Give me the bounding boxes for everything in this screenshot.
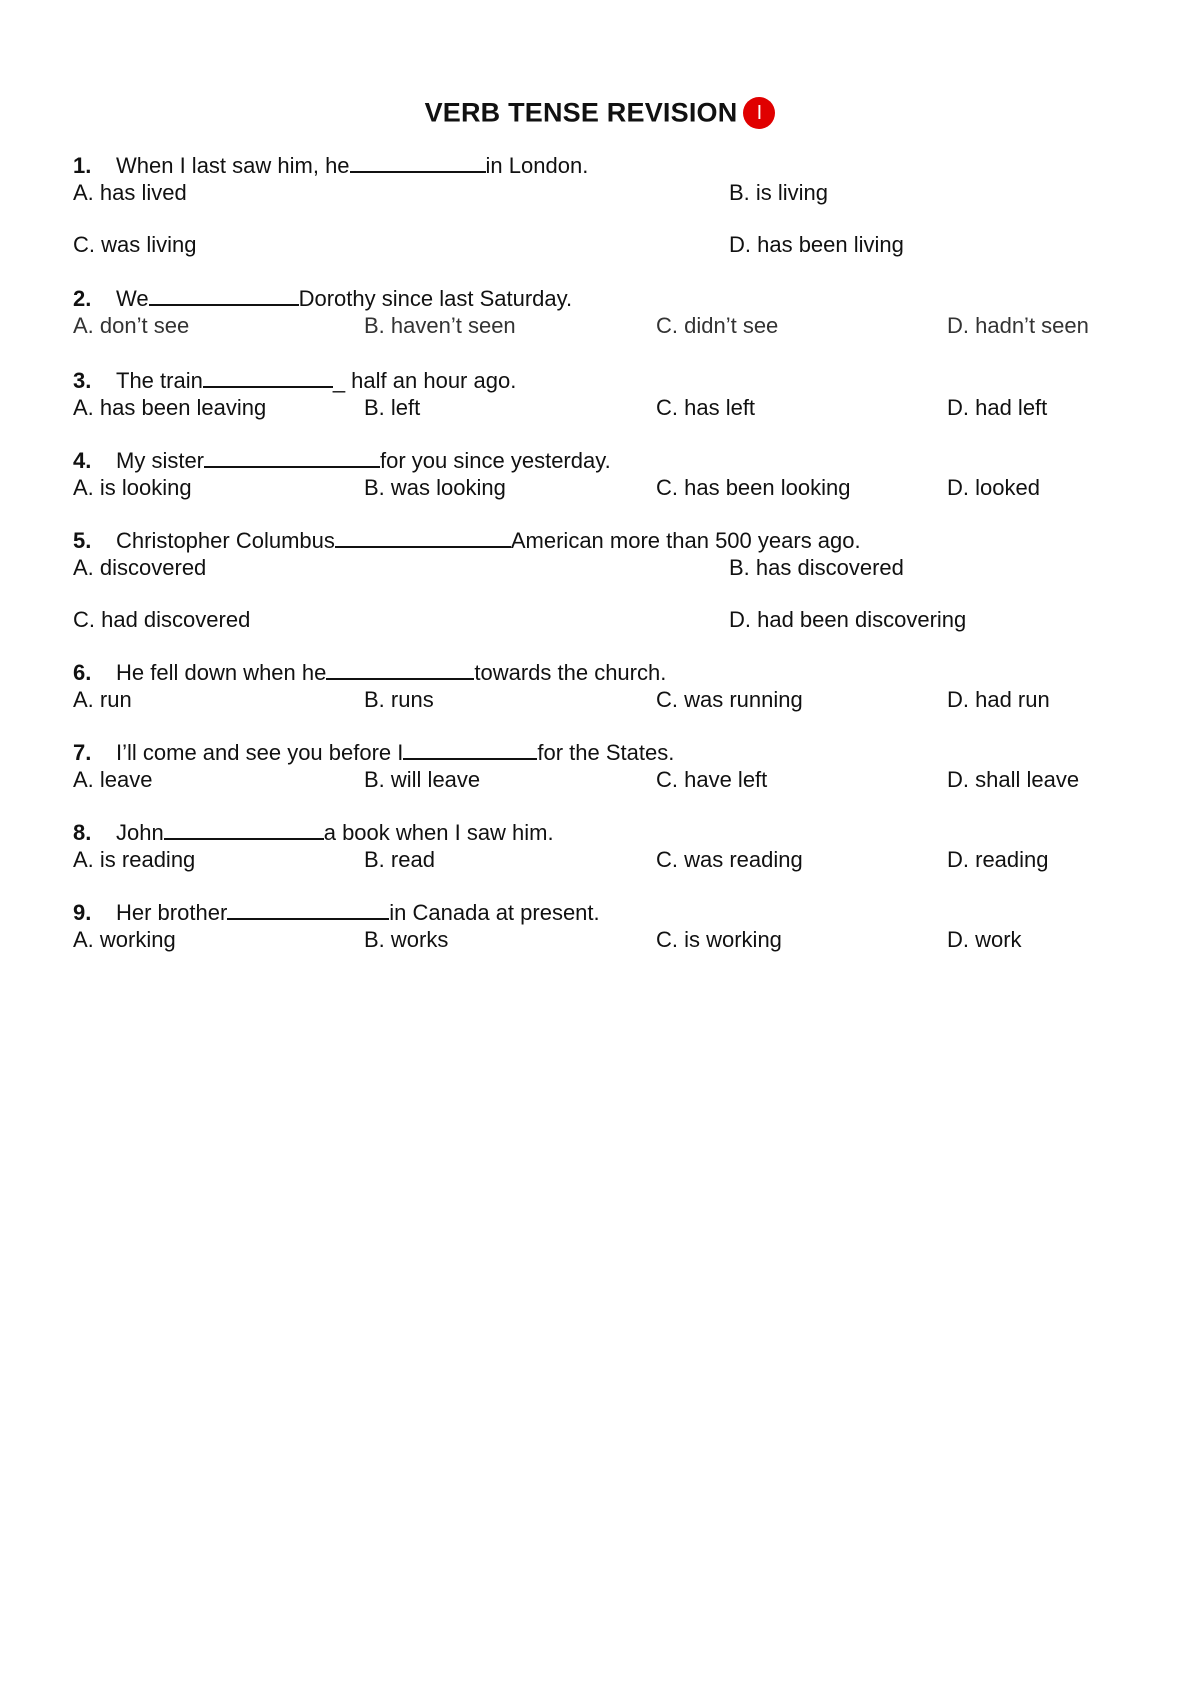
option-d[interactable]: D. looked bbox=[947, 475, 1040, 500]
option-b[interactable]: B. works bbox=[364, 927, 449, 952]
option-c[interactable]: C. is working bbox=[656, 927, 782, 952]
question-stem bbox=[73, 898, 1153, 926]
option-c[interactable]: C. didn’t see bbox=[656, 313, 779, 338]
question-stem bbox=[73, 151, 1153, 179]
question-number: 9. bbox=[73, 900, 92, 925]
options-row bbox=[73, 606, 1153, 634]
options-row bbox=[73, 474, 1153, 502]
answer-blank[interactable] bbox=[403, 738, 537, 760]
stem-before: He fell down when he bbox=[116, 660, 327, 685]
option-b[interactable]: B. is living bbox=[729, 180, 829, 205]
options-row bbox=[73, 231, 1153, 259]
option-d[interactable]: D. work bbox=[947, 927, 1022, 952]
option-c[interactable]: C. was reading bbox=[656, 847, 803, 872]
option-a[interactable]: A. run bbox=[73, 687, 132, 712]
options-row bbox=[73, 686, 1153, 714]
option-b[interactable]: B. haven’t seen bbox=[364, 313, 516, 338]
option-c[interactable]: C. was living bbox=[73, 232, 197, 257]
options-row bbox=[73, 846, 1153, 874]
option-b[interactable]: B. will leave bbox=[364, 767, 481, 792]
answer-blank[interactable] bbox=[326, 658, 474, 680]
question-number: 2. bbox=[73, 286, 92, 311]
stem-after: _ half an hour ago. bbox=[332, 368, 517, 393]
option-a[interactable]: A. don’t see bbox=[73, 313, 190, 338]
stem-before: Christopher Columbus bbox=[116, 528, 335, 553]
option-a[interactable]: A. discovered bbox=[73, 555, 207, 580]
stem-after: in London. bbox=[485, 153, 589, 178]
answer-blank[interactable] bbox=[203, 366, 333, 388]
stem-before: John bbox=[116, 820, 164, 845]
question-8 bbox=[73, 818, 1153, 874]
question-stem bbox=[73, 658, 1153, 686]
title-row bbox=[0, 97, 1200, 129]
question-number: 3. bbox=[73, 368, 92, 393]
option-b[interactable]: B. left bbox=[364, 395, 421, 420]
question-3 bbox=[73, 366, 1153, 422]
question-4 bbox=[73, 446, 1153, 502]
page-title: VERB TENSE REVISION bbox=[424, 97, 738, 128]
question-stem bbox=[73, 738, 1153, 766]
stem-after: a book when I saw him. bbox=[323, 820, 554, 845]
question-number: 7. bbox=[73, 740, 92, 765]
title-badge: I bbox=[743, 97, 775, 129]
question-7 bbox=[73, 738, 1153, 794]
option-c[interactable]: C. was running bbox=[656, 687, 803, 712]
option-c[interactable]: C. has left bbox=[656, 395, 756, 420]
stem-before: We bbox=[116, 286, 149, 311]
stem-after: towards the church. bbox=[474, 660, 667, 685]
option-a[interactable]: A. leave bbox=[73, 767, 153, 792]
question-stem bbox=[73, 284, 1153, 312]
stem-before: The train bbox=[116, 368, 203, 393]
question-stem bbox=[73, 818, 1153, 846]
question-stem bbox=[73, 366, 1153, 394]
options-row bbox=[73, 179, 1153, 207]
options-row bbox=[73, 766, 1153, 794]
question-number: 4. bbox=[73, 448, 92, 473]
answer-blank[interactable] bbox=[335, 526, 511, 548]
option-d[interactable]: D. has been living bbox=[729, 232, 904, 257]
answer-blank[interactable] bbox=[227, 898, 389, 920]
question-number: 8. bbox=[73, 820, 92, 845]
option-c[interactable]: C. have left bbox=[656, 767, 768, 792]
option-c[interactable]: C. had discovered bbox=[73, 607, 251, 632]
options-row bbox=[73, 394, 1153, 422]
question-1 bbox=[73, 151, 1153, 259]
answer-blank[interactable] bbox=[350, 151, 486, 173]
option-a[interactable]: A. working bbox=[73, 927, 176, 952]
stem-after: in Canada at present. bbox=[389, 900, 600, 925]
option-c[interactable]: C. has been looking bbox=[656, 475, 851, 500]
stem-after: for you since yesterday. bbox=[380, 448, 611, 473]
stem-before: Her brother bbox=[116, 900, 228, 925]
question-number: 5. bbox=[73, 528, 92, 553]
options-row bbox=[73, 312, 1153, 340]
option-a[interactable]: A. has been leaving bbox=[73, 395, 267, 420]
stem-after: Dorothy since last Saturday. bbox=[298, 286, 573, 311]
option-d[interactable]: D. had run bbox=[947, 687, 1050, 712]
stem-after: for the States. bbox=[537, 740, 675, 765]
option-a[interactable]: A. has lived bbox=[73, 180, 187, 205]
stem-after: American more than 500 years ago. bbox=[510, 528, 861, 553]
option-b[interactable]: B. runs bbox=[364, 687, 434, 712]
option-b[interactable]: B. has discovered bbox=[729, 555, 904, 580]
stem-before: My sister bbox=[116, 448, 204, 473]
option-b[interactable]: B. read bbox=[364, 847, 435, 872]
option-a[interactable]: A. is looking bbox=[73, 475, 192, 500]
question-5 bbox=[73, 526, 1153, 634]
option-b[interactable]: B. was looking bbox=[364, 475, 506, 500]
option-a[interactable]: A. is reading bbox=[73, 847, 196, 872]
question-9 bbox=[73, 898, 1153, 954]
option-d[interactable]: D. hadn’t seen bbox=[947, 313, 1089, 338]
question-stem bbox=[73, 526, 1153, 554]
stem-before: I’ll come and see you before I bbox=[116, 740, 404, 765]
question-number: 1. bbox=[73, 153, 92, 178]
stem-before: When I last saw him, he bbox=[116, 153, 350, 178]
question-number: 6. bbox=[73, 660, 92, 685]
options-row bbox=[73, 926, 1153, 954]
options-row bbox=[73, 554, 1153, 582]
question-stem bbox=[73, 446, 1153, 474]
answer-blank[interactable] bbox=[204, 446, 380, 468]
question-2 bbox=[73, 284, 1153, 340]
answer-blank[interactable] bbox=[164, 818, 324, 840]
option-d[interactable]: D. reading bbox=[947, 847, 1049, 872]
option-d[interactable]: D. shall leave bbox=[947, 767, 1080, 792]
answer-blank[interactable] bbox=[149, 284, 299, 306]
option-d[interactable]: D. had left bbox=[947, 395, 1048, 420]
option-d[interactable]: D. had been discovering bbox=[729, 607, 967, 632]
question-6 bbox=[73, 658, 1153, 714]
